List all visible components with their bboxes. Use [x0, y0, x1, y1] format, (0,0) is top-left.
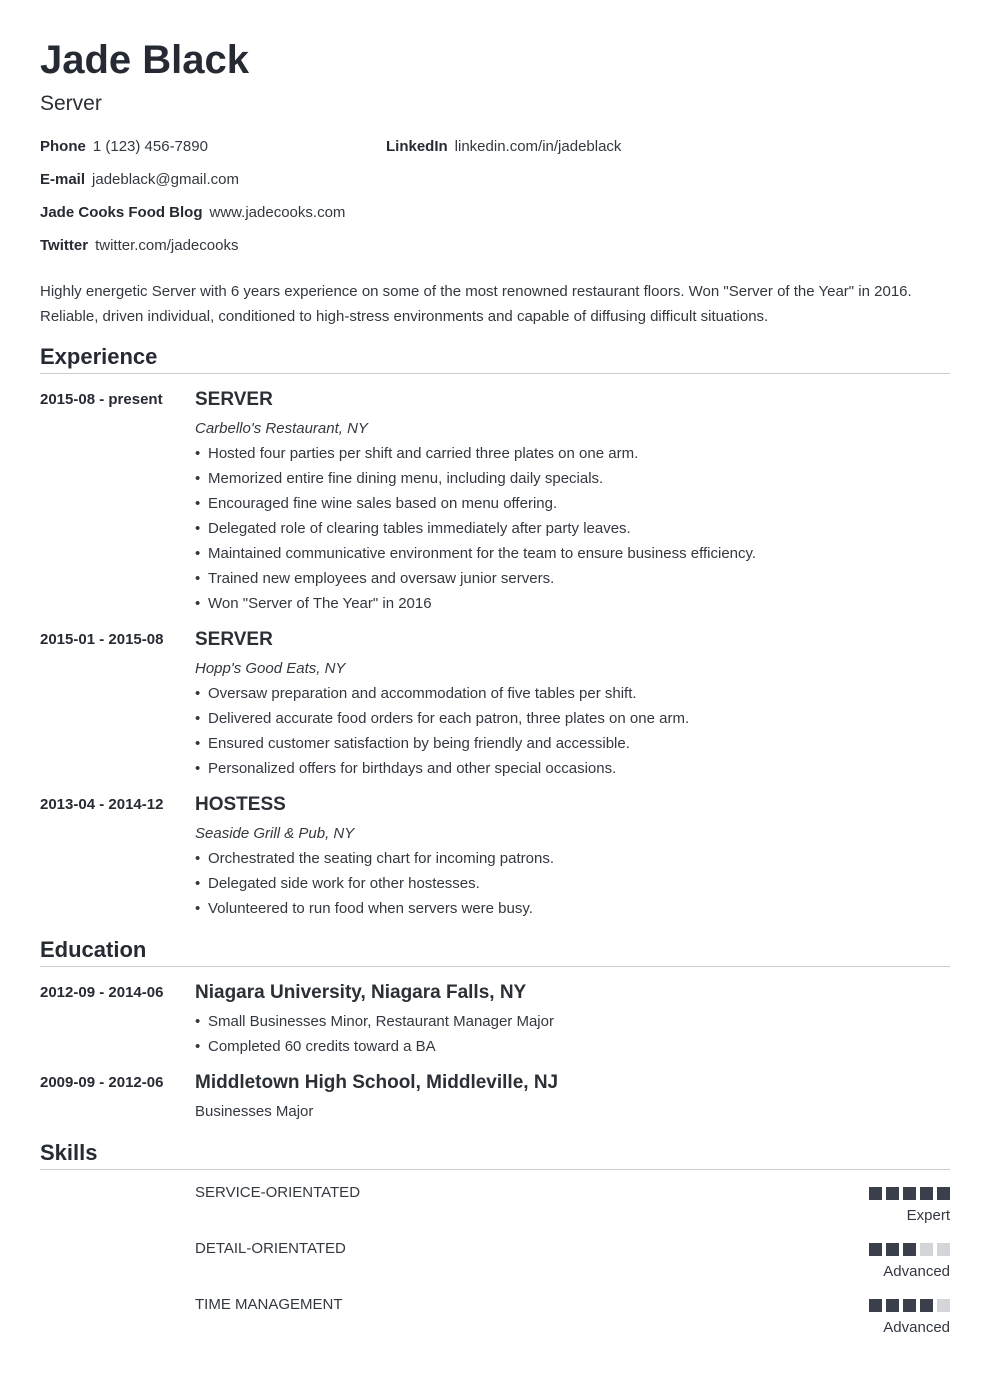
job-bullet: • Ensured customer satisfaction by being friendly and accessible. — [195, 735, 630, 752]
education-divider — [40, 966, 950, 967]
rating-square-filled — [920, 1187, 933, 1200]
contact-twitter-label: Twitter — [40, 237, 89, 254]
job-bullet: • Orchestrated the seating chart for incoming patrons. — [195, 850, 555, 867]
contact-blog-value[interactable]: www.jadecooks.com — [209, 204, 346, 221]
rating-square-filled — [869, 1299, 882, 1312]
contact-email-value[interactable]: jadeblack@gmail.com — [92, 171, 239, 188]
contact-twitter — [40, 237, 238, 255]
experience-divider — [40, 373, 950, 374]
skill-name: SERVICE-ORIENTATED — [195, 1184, 361, 1201]
skills-divider — [40, 1169, 950, 1170]
skill-name: TIME MANAGEMENT — [195, 1296, 343, 1313]
contact-phone — [40, 138, 208, 156]
skill-level: Expert — [906, 1207, 950, 1224]
contact-linkedin — [386, 138, 621, 156]
job-bullet: • Trained new employees and oversaw junior servers. — [195, 570, 555, 587]
job-bullet: • Hosted four parties per shift and carried three plates on one arm. — [195, 445, 639, 462]
rating-square-filled — [886, 1187, 899, 1200]
skill-rating — [869, 1187, 950, 1200]
contact-twitter-value[interactable]: twitter.com/jadecooks — [95, 237, 239, 254]
education-school: Niagara University, Niagara Falls, NY — [195, 982, 527, 1003]
job-dates: 2015-01 - 2015-08 — [40, 631, 164, 648]
job-bullets — [195, 681, 689, 781]
job-bullet: • Won "Server of The Year" in 2016 — [195, 595, 432, 612]
skill-name: DETAIL-ORIENTATED — [195, 1240, 346, 1257]
contact-blog — [40, 204, 345, 222]
rating-square-filled — [903, 1187, 916, 1200]
job-bullet: • Volunteered to run food when servers were busy. — [195, 900, 533, 917]
job-title: SERVER — [195, 389, 273, 410]
job-bullet: • Encouraged fine wine sales based on menu offering. — [195, 495, 558, 512]
job-dates: 2013-04 - 2014-12 — [40, 796, 164, 813]
job-bullet: • Maintained communicative environment for the team to ensure business efficiency. — [195, 545, 757, 562]
job-bullet: • Personalized offers for birthdays and other special occasions. — [195, 760, 617, 777]
rating-square-filled — [869, 1243, 882, 1256]
contact-email-label: E-mail — [40, 171, 86, 188]
rating-square-filled — [869, 1187, 882, 1200]
contact-phone-value: 1 (123) 456-7890 — [92, 138, 208, 155]
education-bullet: • Small Businesses Minor, Restaurant Manager Major — [195, 1013, 554, 1030]
job-bullets — [195, 441, 756, 616]
job-bullet: • Oversaw preparation and accommodation of five tables per shift. — [195, 685, 637, 702]
contact-phone-label: Phone — [40, 138, 86, 155]
contact-email — [40, 171, 239, 189]
experience-heading: Experience — [40, 344, 158, 369]
rating-square-empty — [937, 1243, 950, 1256]
candidate-title: Server — [40, 92, 102, 115]
rating-square-filled — [920, 1299, 933, 1312]
education-school: Middletown High School, Middleville, NJ — [195, 1072, 559, 1093]
rating-square-filled — [903, 1299, 916, 1312]
job-bullet: • Delegated side work for other hostesses. — [195, 875, 480, 892]
contact-linkedin-value[interactable]: linkedin.com/in/jadeblack — [454, 138, 622, 155]
rating-square-filled — [886, 1299, 899, 1312]
summary-text: Highly energetic Server with 6 years experience on some of the most renowned restaurant floors. Won "Server of the Year" in 2016. Reliable, driven individual, conditioned to high-stress environments and capable of diffusing difficult situations. — [40, 283, 912, 325]
job-dates: 2015-08 - present — [40, 391, 163, 408]
job-title: HOSTESS — [195, 794, 286, 815]
rating-square-filled — [937, 1187, 950, 1200]
skills-heading: Skills — [40, 1140, 98, 1165]
education-dates: 2012-09 - 2014-06 — [40, 984, 164, 1001]
rating-square-filled — [886, 1243, 899, 1256]
contact-blog-label: Jade Cooks Food Blog — [40, 204, 203, 221]
education-bullet: • Completed 60 credits toward a BA — [195, 1038, 436, 1055]
skill-level: Advanced — [883, 1319, 950, 1336]
education-heading: Education — [40, 937, 147, 962]
contact-linkedin-label: LinkedIn — [386, 138, 448, 155]
education-dates: 2009-09 - 2012-06 — [40, 1074, 164, 1091]
job-bullet: • Memorized entire fine dining menu, including daily specials. — [195, 470, 604, 487]
job-title: SERVER — [195, 629, 273, 650]
job-employer: Carbello's Restaurant, NY — [195, 420, 368, 437]
education-note: Businesses Major — [195, 1103, 314, 1120]
job-bullet: • Delivered accurate food orders for each patron, three plates on one arm. — [195, 710, 690, 727]
rating-square-empty — [920, 1243, 933, 1256]
skill-rating — [869, 1243, 950, 1256]
job-bullet: • Delegated role of clearing tables immediately after party leaves. — [195, 520, 631, 537]
skill-rating — [869, 1299, 950, 1312]
education-bullets — [195, 1009, 554, 1059]
job-employer: Hopp's Good Eats, NY — [195, 660, 346, 677]
rating-square-empty — [937, 1299, 950, 1312]
job-employer: Seaside Grill & Pub, NY — [195, 825, 355, 842]
job-bullets — [195, 846, 554, 921]
candidate-name: Jade Black — [40, 38, 250, 82]
skill-level: Advanced — [883, 1263, 950, 1280]
rating-square-filled — [903, 1243, 916, 1256]
